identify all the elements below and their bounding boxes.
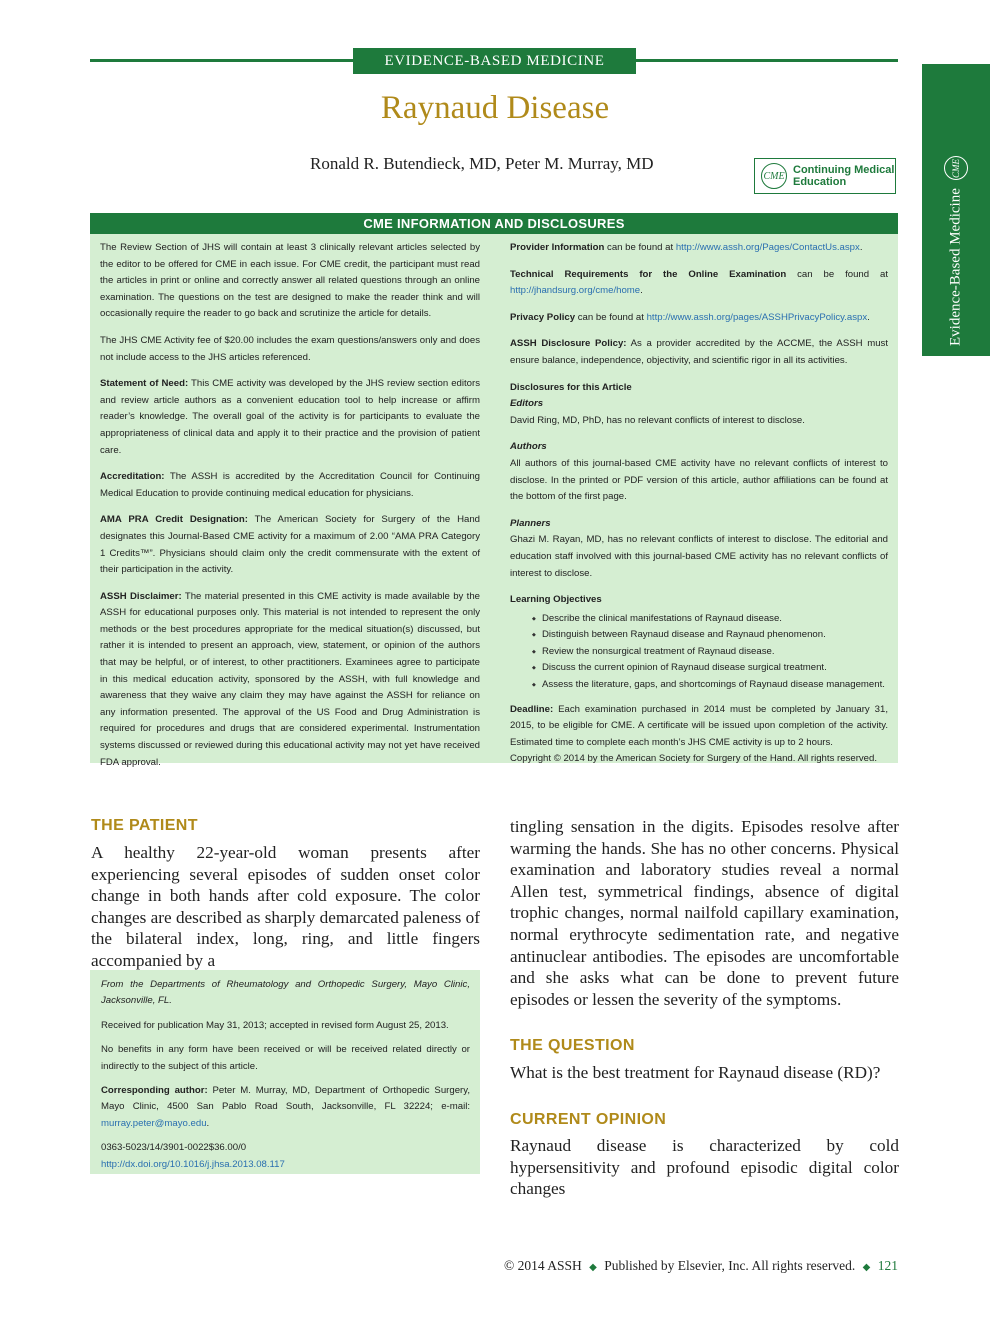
assh-disclaimer: ASSH Disclaimer: The material presented in this CME activity is made available by the ASSH for educational purposes only. This material is not intended to represent the only methods or the best procedures appropriate for the medical situation(s) discussed, but rather it is intended to present an approach, view, statement, or opinion of the authors that may be helpful, or of interest, to other practitioners. Examinees agree to participate in this medical education activity, sponsored by the ASSH, with full knowledge and awareness that they waive any claim they may have against the ASSH for reliance on any information presented. The approval of the US Food and Drug Administration is required for procedures and drugs that are considered experimental. Instrumentation systems discussed or reviewed during this educational activity may not yet have received FDA approval.: [100, 590, 480, 768]
privacy-policy-link[interactable]: http://www.assh.org/pages/ASSHPrivacyPolicy.aspx: [646, 311, 868, 323]
article-authors: Ronald R. Butendieck, MD, Peter M. Murray, MD: [310, 154, 654, 173]
side-tab-label: Evidence-Based Medicine: [947, 188, 964, 346]
assh-disclosure-policy: ASSH Disclosure Policy: As a provider accredited by the ACCME, the ASSH must ensure balance, independence, objectivity, and scientific rigor in all its activities.: [510, 338, 889, 366]
diamond-separator-icon: ◆: [862, 1262, 871, 1273]
accreditation: Accreditation: The ASSH is accredited by the Accreditation Council for Continuing Medical Education to provide continuing medical education for physicians.: [100, 471, 480, 499]
corresponding-author: Corresponding author: Peter M. Murray, MD, Department of Orthopedic Surgery, Mayo Clinic, 4500 San Pablo Road South, Jacksonville, FL 32224; e-mail: murray.peter@mayo.edu.: [101, 1085, 470, 1129]
provider-link[interactable]: http://www.assh.org/Pages/ContactUs.aspx: [675, 242, 860, 253]
cme-left-column: [100, 240, 480, 781]
cme-intro: The Review Section of JHS will contain at least 3 clinically relevant articles selected by the editor to be offered for CME in each issue. For CME credit, the participant must read the articles in print or online and correctly answer all related questions through an online examination. The questions on the test are designed to make the reader think and will occasionally require the reader to go back and scrutinize the article for details.: [100, 242, 480, 320]
page-footer: © 2014 ASSH ◆ Published by Elsevier, Inc. All rights reserved. ◆ 121: [504, 1258, 898, 1273]
tech-requirements-link[interactable]: http://jhandsurg.org/cme/home: [510, 285, 641, 297]
list-item: ◆ Review the nonsurgical treatment of Raynaud disease.: [542, 644, 888, 661]
opinion-paragraph: Raynaud disease is characterized by cold hypersensitivity and profound episodic digital color changes: [510, 1136, 899, 1199]
email-link[interactable]: murray.peter@mayo.edu: [101, 1117, 207, 1129]
patient-paragraph-continued: tingling sensation in the digits. Episodes resolve after warming the hands. She has no other concerns. Physical examination and laboratory studies reveal a normal Allen test, symmetrical findings, absence of digital trophic changes, normal nailfold capillary examination, normal erythrocyte sedimentation rate, and negative antinuclear antibodies. The episodes are uncomfortable and she asks what can be done to prevent future episodes or lessen the severity of the symptoms.: [510, 817, 899, 1009]
heading-question: THE QUESTION: [510, 1037, 635, 1054]
doi-link[interactable]: http://dx.doi.org/10.1016/j.jhsa.2013.08.117: [101, 1158, 285, 1170]
cme-right-column: [510, 240, 888, 778]
received-dates: Received for publication May 31, 2013; accepted in revised form August 25, 2013.: [101, 1019, 449, 1031]
side-section-tab: [922, 64, 990, 356]
issn: 0363-5023/14/3901-0022$36.00/0 http://dx.doi.org/10.1016/j.jhsa.2013.08.117: [101, 1142, 285, 1170]
list-item: ◆ Describe the clinical manifestations of Raynaud disease.: [542, 611, 888, 628]
list-item: ◆ Discuss the current opinion of Raynaud disease surgical treatment.: [542, 660, 888, 677]
diamond-separator-icon: ◆: [589, 1262, 597, 1273]
disclosures-editors: Disclosures for this Article Editors David Ring, MD, PhD, has no relevant conflicts of interest to disclose.: [510, 381, 805, 426]
cme-logo-text: Continuing Medical Education: [793, 164, 895, 188]
article-title: Raynaud Disease: [380, 90, 610, 126]
ama-credit-designation: AMA PRA Credit Designation: The American Society for Surgery of the Hand designates this Journal-Based CME activity for a maximum of 2.00 “AMA PRA Category 1 Credits™”. Physicians should claim only the credit commensurate with the extent of their participation in the activity.: [100, 514, 481, 576]
page-number: 121: [877, 1258, 898, 1273]
disclosures-planners: Planners Ghazi M. Rayan, MD, has no relevant conflicts of interest to disclose. The editorial and education staff involved with this journal-based CME activity has no relevant conflicts of interest to disclose.: [510, 517, 888, 579]
technical-requirements: Technical Requirements for the Online Examination can be found at http://jhandsurg.org/cme/home.: [510, 268, 889, 297]
cme-fee: The JHS CME Activity fee of $20.00 includes the exam questions/answers only and does not include access to the JHS articles referenced.: [100, 334, 480, 363]
affiliation-content: [101, 977, 470, 1173]
section-banner: EVIDENCE-BASED MEDICINE: [353, 48, 636, 74]
objectives-list: [510, 611, 888, 694]
cme-info-title: CME INFORMATION AND DISCLOSURES: [90, 213, 898, 234]
list-item: ◆ Assess the literature, gaps, and shortcomings of Raynaud disease management.: [542, 677, 888, 694]
list-item: ◆ Distinguish between Raynaud disease and Raynaud phenomenon.: [542, 627, 888, 644]
cme-logo: [754, 158, 896, 194]
heading-patient: THE PATIENT: [91, 817, 198, 834]
privacy-policy: Privacy Policy can be found at http://www.assh.org/pages/ASSHPrivacyPolicy.aspx.: [510, 311, 870, 323]
benefits-statement: No benefits in any form have been received or will be received related directly or indirectly to the subject of this article.: [101, 1044, 470, 1072]
cme-badge-icon: CME: [761, 163, 787, 189]
heading-current-opinion: CURRENT OPINION: [510, 1111, 667, 1128]
disclosures-authors: Authors All authors of this journal-based CME activity have no relevant conflicts of interest to disclose. In the printed or PDF version of this article, author affiliations can be found at the bottom of the first page.: [510, 441, 888, 503]
cme-copyright: Copyright © 2014 by the American Society for Surgery of the Hand. All rights reserved.: [510, 753, 878, 765]
learning-objectives: Learning Objectives ◆ Describe the clinical manifestations of Raynaud disease. ◆ Distinguish between Raynaud disease and Raynaud phenomenon. ◆ Review the nonsurgical treatment of Raynaud disease. ◆ Discuss the current opinion of Raynaud disease surgical treatment. ◆ Assess the literature, gaps, and shortcomings of Raynaud disease management.: [510, 592, 888, 694]
affiliation-from: From the Departments of Rheumatology and Orthopedic Surgery, Mayo Clinic, Jacksonville, FL.: [101, 979, 470, 1007]
deadline: Deadline: Each examination purchased in 2014 must be completed by January 31, 2015, to be eligible for CME. A certificate will be issued upon completion of the activity. Estimated time to complete each month’s JHS CME activity is up to 2 hours.: [510, 703, 888, 748]
cme-circle-icon: CME: [944, 156, 968, 180]
statement-of-need: Statement of Need: This CME activity was developed by the JHS review section editors and review article authors as a convenient education tool to help increase or affirm reader’s knowledge. The overall goal of the activity is for participants to evaluate the appropriateness of clinical data and apply it to their practice and the provision of patient care.: [100, 378, 481, 456]
question-paragraph: What is the best treatment for Raynaud disease (RD)?: [510, 1063, 881, 1082]
patient-paragraph: A healthy 22-year-old woman presents after experiencing several episodes of sudden onset color change in both hands after cold exposure. The color changes are described as sharply demarcated paleness of the bilateral index, long, ring, and little fingers accompanied by a: [91, 843, 480, 970]
provider-information: Provider Information can be found at http://www.assh.org/Pages/ContactUs.aspx.: [510, 242, 863, 253]
